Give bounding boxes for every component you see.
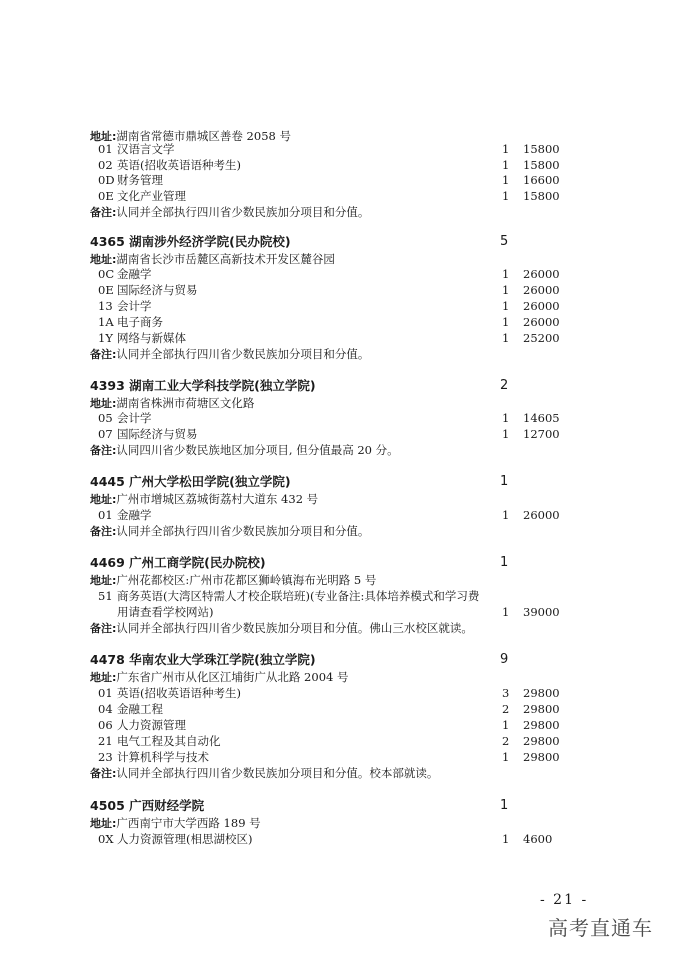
major-plan-count: 1 <box>502 605 510 619</box>
major-code: 0E <box>98 189 114 203</box>
major-row <box>0 298 680 314</box>
plan-count: 1 <box>500 555 509 570</box>
major-tuition: 26000 <box>523 315 560 329</box>
major-tuition: 39000 <box>523 605 560 619</box>
institution-heading <box>0 553 680 573</box>
remark-text: 认同并全部执行四川省少数民族加分项目和分值。 <box>116 347 370 361</box>
major-row <box>0 426 680 442</box>
major-plan-count: 1 <box>502 718 510 732</box>
major-code: 1A <box>98 315 114 329</box>
major-row <box>0 172 680 188</box>
major-tuition: 16600 <box>523 173 560 187</box>
major-tuition: 29800 <box>523 718 560 732</box>
remark-label: 备注: <box>90 622 117 635</box>
major-tuition: 29800 <box>523 734 560 748</box>
major-name: 文化产业管理 <box>117 189 186 203</box>
remark-label: 备注: <box>90 444 117 457</box>
remark-label: 备注: <box>90 525 117 538</box>
major-row <box>0 410 680 426</box>
remark-label: 备注: <box>90 767 117 780</box>
plan-count: 9 <box>500 652 509 667</box>
major-plan-count: 1 <box>502 427 510 441</box>
address-line <box>0 669 680 685</box>
watermark-text: 高考直通车 <box>548 916 653 940</box>
major-plan-count: 1 <box>502 832 510 846</box>
remark-line <box>0 346 680 362</box>
major-tuition: 15800 <box>523 189 560 203</box>
plan-count: 2 <box>500 378 509 393</box>
address-line <box>0 491 680 507</box>
major-plan-count: 1 <box>502 750 510 764</box>
major-row <box>0 701 680 717</box>
major-name: 人力资源管理(相思湖校区) <box>117 832 253 846</box>
remark-text: 认同并全部执行四川省少数民族加分项目和分值。 <box>116 205 370 219</box>
major-name: 财务管理 <box>117 173 163 187</box>
major-tuition: 15800 <box>523 142 560 156</box>
remark-text: 认同并全部执行四川省少数民族加分项目和分值。校本部就读。 <box>116 766 439 780</box>
address-text: 湖南省常德市鼎城区善卷 2058 号 <box>116 129 291 143</box>
major-name: 汉语言文学 <box>117 142 175 156</box>
institution-name: 4505 广西财经学院 <box>90 798 205 813</box>
major-tuition: 26000 <box>523 267 560 281</box>
remark-text: 认同四川省少数民族地区加分项目, 但分值最高 20 分。 <box>116 443 399 457</box>
major-row <box>0 588 680 604</box>
institution-name: 4365 湖南涉外经济学院(民办院校) <box>90 234 291 249</box>
address-text: 广东省广州市从化区江埔街广从北路 2004 号 <box>116 670 349 684</box>
major-plan-count: 2 <box>502 702 510 716</box>
major-tuition: 15800 <box>523 158 560 172</box>
major-code: 02 <box>98 158 113 172</box>
major-plan-count: 1 <box>502 283 510 297</box>
address-text: 广州市增城区荔城街荔村大道东 432 号 <box>116 492 319 506</box>
major-tuition: 14605 <box>523 411 560 425</box>
major-plan-count: 2 <box>502 734 510 748</box>
address-label: 地址: <box>90 493 117 506</box>
major-code: 07 <box>98 427 113 441</box>
address-label: 地址: <box>90 817 117 830</box>
institution-heading <box>0 650 680 670</box>
institution-name: 4445 广州大学松田学院(独立学院) <box>90 474 291 489</box>
major-code: 06 <box>98 718 113 732</box>
major-tuition: 25200 <box>523 331 560 345</box>
major-row <box>0 717 680 733</box>
remark-text: 认同并全部执行四川省少数民族加分项目和分值。 <box>116 524 370 538</box>
address-label: 地址: <box>90 574 117 587</box>
major-code: 1Y <box>98 331 113 345</box>
major-tuition: 26000 <box>523 299 560 313</box>
address-line <box>0 572 680 588</box>
major-code: 0C <box>98 267 115 281</box>
major-row <box>0 831 680 847</box>
major-name: 电气工程及其自动化 <box>117 734 221 748</box>
address-label: 地址: <box>90 671 117 684</box>
remark-text: 认同并全部执行四川省少数民族加分项目和分值。佛山三水校区就读。 <box>116 621 473 635</box>
major-tuition: 29800 <box>523 750 560 764</box>
address-line <box>0 395 680 411</box>
institution-heading <box>0 376 680 396</box>
page-number: - 21 - <box>540 892 589 908</box>
major-plan-count: 3 <box>502 686 510 700</box>
major-row <box>0 282 680 298</box>
major-name: 国际经济与贸易 <box>117 427 198 441</box>
major-code: 0X <box>98 832 114 846</box>
major-code: 05 <box>98 411 113 425</box>
major-plan-count: 1 <box>502 142 510 156</box>
major-code: 01 <box>98 686 113 700</box>
major-row <box>0 157 680 173</box>
major-name: 金融学 <box>117 267 152 281</box>
major-plan-count: 1 <box>502 411 510 425</box>
address-text: 湖南省株洲市荷塘区文化路 <box>116 396 255 410</box>
institution-heading <box>0 472 680 492</box>
major-tuition: 12700 <box>523 427 560 441</box>
major-tuition: 26000 <box>523 283 560 297</box>
remark-line <box>0 765 680 781</box>
major-row <box>0 749 680 765</box>
major-name: 国际经济与贸易 <box>117 283 198 297</box>
major-row <box>0 188 680 204</box>
major-name: 会计学 <box>117 299 152 313</box>
institution-name: 4393 湖南工业大学科技学院(独立学院) <box>90 378 316 393</box>
major-row <box>0 141 680 157</box>
major-plan-count: 1 <box>502 331 510 345</box>
major-code: 01 <box>98 508 113 522</box>
major-tuition: 4600 <box>523 832 553 846</box>
major-row <box>0 266 680 282</box>
major-row <box>0 604 680 620</box>
major-plan-count: 1 <box>502 299 510 313</box>
major-row <box>0 314 680 330</box>
major-name: 用请查看学校网站) <box>117 605 214 619</box>
address-text: 广西南宁市大学西路 189 号 <box>116 816 261 830</box>
major-code: 51 <box>98 589 113 603</box>
address-text: 湖南省长沙市岳麓区高新技术开发区麓谷园 <box>116 252 335 266</box>
remark-line <box>0 442 680 458</box>
address-text: 广州花都校区:广州市花都区狮岭镇海布光明路 5 号 <box>116 573 377 587</box>
major-row <box>0 507 680 523</box>
major-code: 01 <box>98 142 113 156</box>
major-name: 英语(招收英语语种考生) <box>117 686 241 700</box>
address-line <box>0 251 680 267</box>
major-plan-count: 1 <box>502 267 510 281</box>
plan-count: 5 <box>500 234 509 249</box>
major-name: 电子商务 <box>117 315 163 329</box>
major-code: 23 <box>98 750 113 764</box>
major-tuition: 29800 <box>523 686 560 700</box>
major-tuition: 26000 <box>523 508 560 522</box>
remark-label: 备注: <box>90 348 117 361</box>
institution-name: 4469 广州工商学院(民办院校) <box>90 555 266 570</box>
major-code: 21 <box>98 734 113 748</box>
major-name: 商务英语(大湾区特需人才校企联培班)(专业备注:具体培养模式和学习费 <box>117 589 480 603</box>
institution-name: 4478 华南农业大学珠江学院(独立学院) <box>90 652 316 667</box>
plan-count: 1 <box>500 474 509 489</box>
major-name: 金融学 <box>117 508 152 522</box>
major-name: 网络与新媒体 <box>117 331 186 345</box>
major-code: 0E <box>98 283 114 297</box>
institution-heading <box>0 232 680 252</box>
major-tuition: 29800 <box>523 702 560 716</box>
major-row <box>0 733 680 749</box>
address-label: 地址: <box>90 253 117 266</box>
major-name: 会计学 <box>117 411 152 425</box>
address-label: 地址: <box>90 397 117 410</box>
major-plan-count: 1 <box>502 173 510 187</box>
major-code: 04 <box>98 702 113 716</box>
institution-heading <box>0 796 680 816</box>
remark-line <box>0 204 680 220</box>
major-row <box>0 685 680 701</box>
major-name: 计算机科学与技术 <box>117 750 209 764</box>
major-name: 英语(招收英语语种考生) <box>117 158 241 172</box>
remark-label: 备注: <box>90 206 117 219</box>
plan-count: 1 <box>500 798 509 813</box>
remark-line <box>0 523 680 539</box>
major-plan-count: 1 <box>502 508 510 522</box>
address-line <box>0 815 680 831</box>
major-plan-count: 1 <box>502 189 510 203</box>
major-name: 金融工程 <box>117 702 163 716</box>
major-plan-count: 1 <box>502 158 510 172</box>
address-label: 地址: <box>90 130 117 143</box>
remark-line <box>0 620 680 636</box>
major-code: 0D <box>98 173 115 187</box>
major-plan-count: 1 <box>502 315 510 329</box>
major-row <box>0 330 680 346</box>
major-code: 13 <box>98 299 113 313</box>
major-name: 人力资源管理 <box>117 718 186 732</box>
